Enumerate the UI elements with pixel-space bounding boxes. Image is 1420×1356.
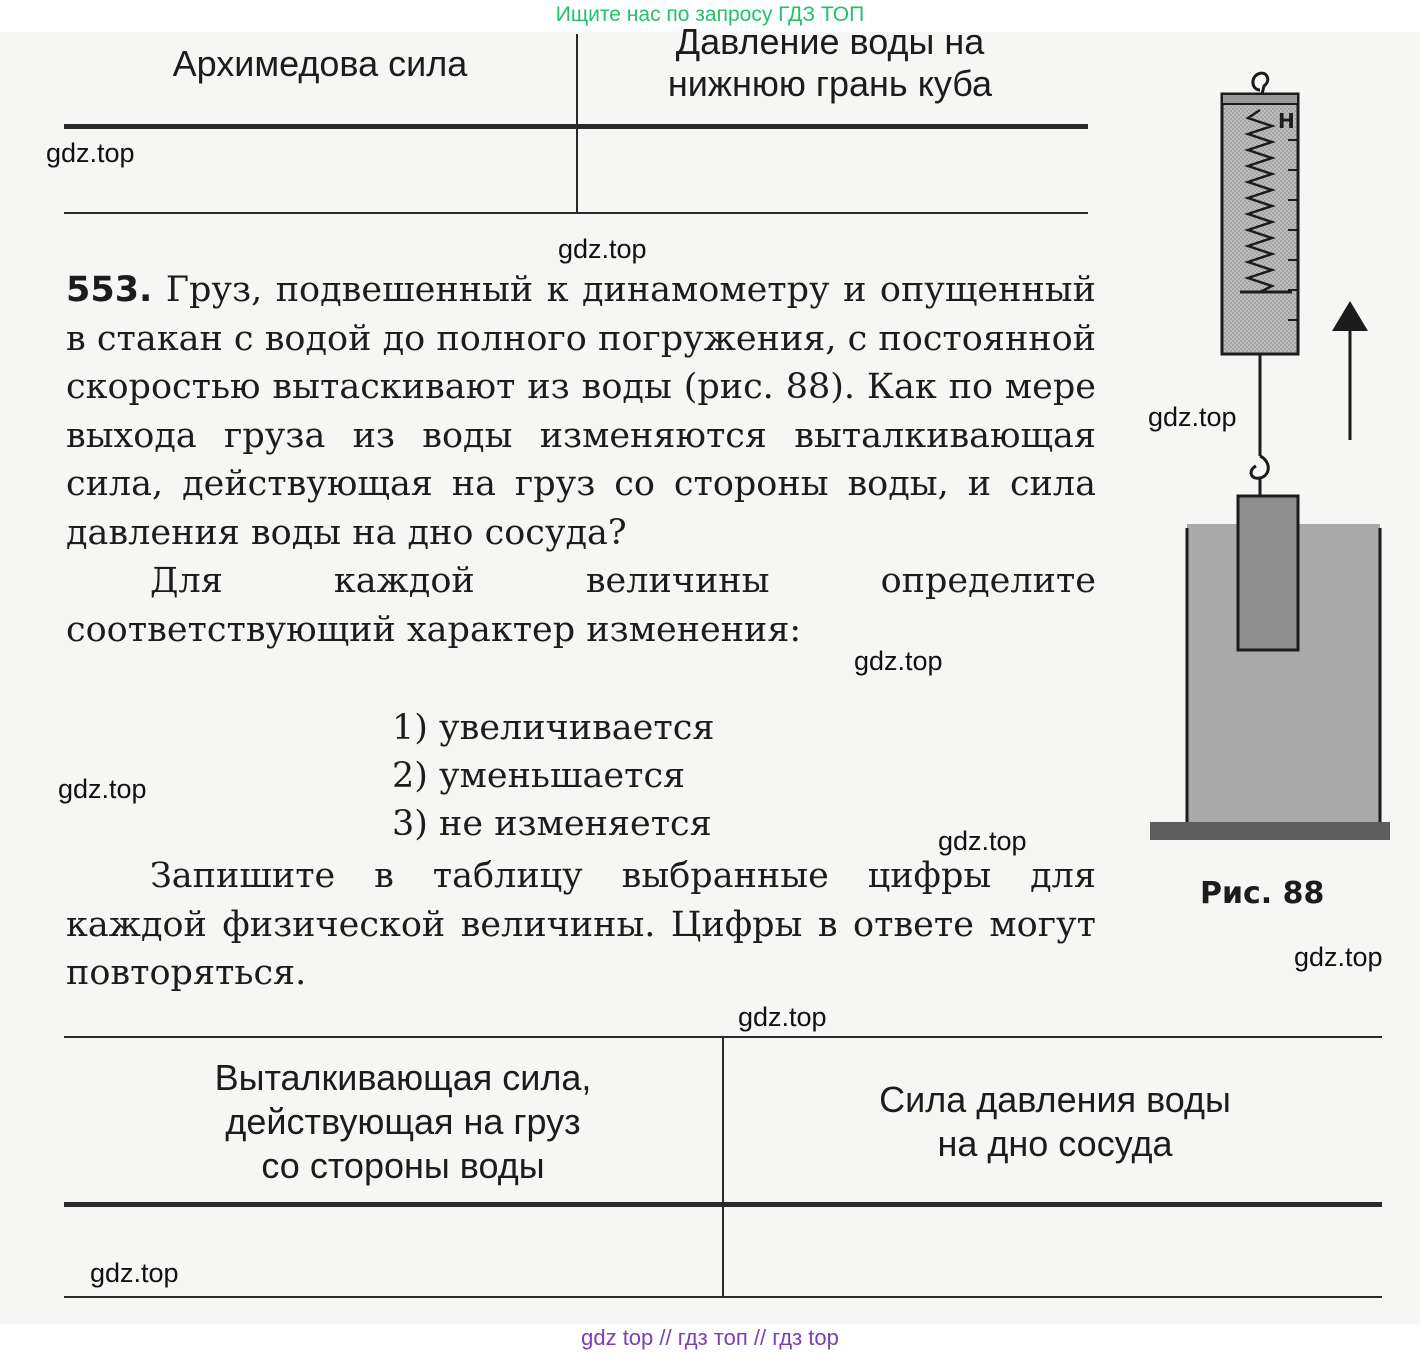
watermark: gdz.top <box>738 1002 827 1032</box>
option-3: 3) не изменяется <box>392 804 712 844</box>
watermark: gdz.top <box>558 234 647 264</box>
watermark: gdz.top <box>1294 942 1383 972</box>
table-surface <box>1150 822 1390 840</box>
answer-table-header-pressure-2: на дно сосуда <box>937 1123 1173 1164</box>
dynamometer-cap <box>1222 94 1298 104</box>
problem-number: 553. <box>66 270 153 310</box>
load-body <box>1238 496 1298 650</box>
watermark: gdz.top <box>1148 402 1237 432</box>
answer-table-header-force-2: действующая на груз <box>225 1101 581 1142</box>
top-table-header-right-line2: нижнюю грань куба <box>667 63 993 104</box>
top-table-header-right-line1: Давление воды на <box>675 21 985 62</box>
top-table-bottom-rule <box>64 212 1088 214</box>
watermark: gdz.top <box>58 774 147 804</box>
answer-table-header-rule <box>64 1202 1382 1207</box>
bottom-banner[interactable]: gdz top // гдз топ // гдз top <box>581 1325 839 1350</box>
problem-closing-wrap <box>66 852 1096 998</box>
load-hook <box>1251 456 1268 478</box>
figure-88 <box>1140 60 1390 840</box>
problem-text: Груз, подвешенный к динамометру и опущенный в стакан с водой до полного погружения, с постоянной скоростью вытаскивают из воды (рис. 88). Как по мере выхода груза из воды изменяются выталкивающая сила, действующая на груз со стороны воды, и сила давления воды на дно сосуда? <box>66 270 1096 553</box>
top-banner[interactable]: Ищите нас по запросу ГДЗ ТОП <box>555 3 865 26</box>
figure-caption: Рис. 88 <box>1200 876 1325 911</box>
option-2: 2) уменьшается <box>392 756 686 796</box>
answer-table-header-force-1: Выталкивающая сила, <box>214 1057 592 1098</box>
watermark: gdz.top <box>46 138 135 168</box>
option-1: 1) увеличивается <box>392 708 715 748</box>
problem-instruction: Для каждой величины определите соответствующий характер изменения: <box>66 561 1096 650</box>
top-table-header-rule <box>64 124 1088 129</box>
answer-table-divider <box>722 1036 724 1296</box>
scale-unit-label: Н <box>1278 109 1295 133</box>
answer-cell-bottom-pressure-force[interactable] <box>726 1210 1380 1294</box>
problem-statement <box>66 266 1096 557</box>
watermark: gdz.top <box>90 1258 179 1288</box>
watermark: gdz.top <box>854 646 943 676</box>
answer-table-bottom-rule <box>64 1296 1382 1298</box>
problem-closing: Запишите в таблицу выбранные цифры для каждой физической величины. Цифры в ответе могут повторяться. <box>66 856 1096 993</box>
answer-table-header-force-3: со стороны воды <box>261 1145 545 1186</box>
dynamometer-body <box>1222 94 1298 354</box>
answer-table-header-pressure-1: Сила давления воды <box>879 1079 1231 1120</box>
dynamometer-top-hook <box>1253 73 1268 94</box>
problem-553 <box>66 266 1096 654</box>
top-table-header-left: Архимедова сила <box>172 43 468 84</box>
watermark: gdz.top <box>938 826 1027 856</box>
